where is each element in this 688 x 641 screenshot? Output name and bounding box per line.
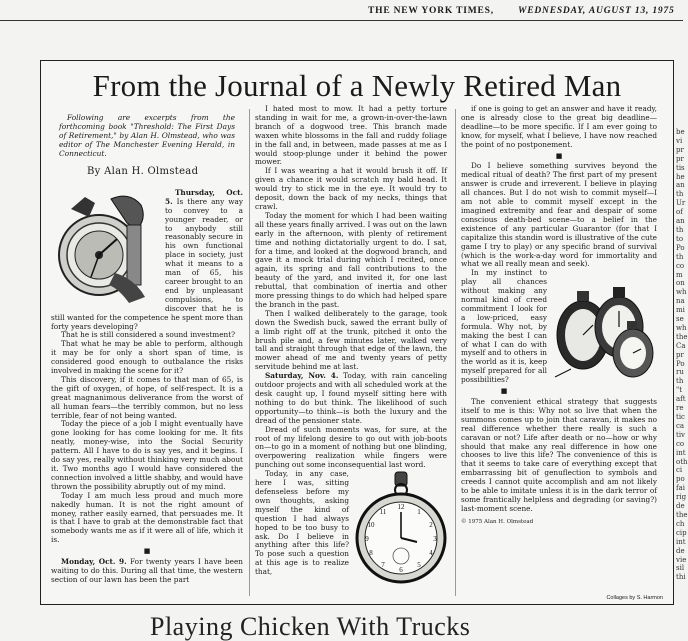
strip-fragment: rig: [676, 493, 687, 502]
column-2: [255, 105, 447, 588]
strip-fragment: ci: [676, 466, 683, 475]
strip-fragment: po: [676, 475, 685, 484]
headline: From the Journal of a Newly Retired Man: [92, 68, 622, 103]
strip-fragment: vie: [676, 555, 687, 564]
strip-fragment: th: [676, 190, 684, 199]
strip-fragment: de: [676, 546, 685, 555]
paragraph: Today the piece of a job I might eventually have gone looking for has come looking for me. It fits neatly, money-wise, into the Social Security pattern. All I have to do is say yes, and it begins. I do say yes, really without thinking very much about it. Two months ago I would have considered the connection involved a little shabby, and would have thrown the possibility abruptly out of my mind.: [51, 419, 243, 491]
entry-dateline: Thursday, Oct. 5.: [165, 187, 243, 206]
svg-text:7: 7: [381, 561, 385, 570]
strip-fragment: an: [676, 181, 685, 190]
section-divider: ■: [500, 387, 508, 396]
svg-text:5: 5: [417, 561, 421, 570]
strip-fragment: of: [676, 208, 683, 217]
paragraph: Today, with rain canceling outdoor projects and with all scheduled work at the desk caught up, I found myself sitting here with nothing to do but think. The likelihood of such opportunity—to think—is both the luxury and the dread of the pensioner state.: [255, 371, 448, 425]
strip-fragment: wh: [676, 323, 687, 332]
strip-fragment: pr: [676, 154, 684, 163]
svg-text:6: 6: [399, 566, 403, 575]
masthead-rule: [0, 20, 683, 21]
pocket-watch-illustration: [355, 472, 447, 586]
strip-fragment: ru: [676, 368, 684, 377]
byline: By Alan H. Olmstead: [87, 166, 199, 177]
next-article-headline: Playing Chicken With Trucks: [150, 612, 471, 641]
strip-fragment: "t: [676, 386, 683, 395]
strip-fragment: int: [676, 537, 686, 546]
paragraph: Dread of such moments was, for sure, at the root of my lifelong desire to go out with job-boots on—to go in a moment of nothing but one blinding, overpowering realization while fingers were punching out some inconsequential last word.: [255, 424, 447, 470]
column-1: [51, 105, 243, 585]
svg-text:9: 9: [365, 535, 369, 544]
svg-text:2: 2: [429, 521, 433, 530]
issue-date: WEDNESDAY, AUGUST 13, 1975: [518, 6, 675, 16]
paragraph: I hated most to mow. It had a petty torture standing in wait for me, a grown-in-over-the-lawn branch of a dogwood tree. This branch made waxen white blossoms in the fall and ruddy foliage in the fall and, in between, made passes at me as I would stoop-plunge under it behind the power mower.: [255, 104, 447, 167]
strip-fragment: ch: [676, 519, 685, 528]
newspaper-name: THE NEW YORK TIMES,: [368, 6, 494, 16]
paragraph: That what he may be able to perform, although it may be for only a short span of time, is considered good enough to outbalance the risks involved in making the scene for it?: [51, 339, 243, 376]
paragraph: Is there any way to convey to a younger reader, or to anybody still reasonably secure in his own functional place in society, just what it means to a man of 65, his career brought to an end by unpleasant compulsions, to discover that he is still wanted for the competence he spent more than forty years developing?: [51, 196, 243, 331]
strip-fragment: vi: [676, 136, 683, 145]
paragraph: That he is still considered a sound investment?: [61, 330, 236, 340]
strip-fragment: on: [676, 279, 685, 288]
strip-fragment: the: [676, 510, 688, 519]
strip-fragment: the: [676, 332, 688, 341]
strip-fragment: he: [676, 172, 685, 181]
strip-fragment: co: [676, 439, 685, 448]
paragraph: If I was wearing a hat it would brush it off. If given a chance it would scratch my bald head. It would try to stick me in the eye. It would try to deposit, down the back of my necks, things that crawl.: [255, 166, 447, 211]
section-divider: ■: [555, 151, 563, 160]
strip-fragment: pr: [676, 145, 684, 154]
strip-fragment: na: [676, 297, 685, 306]
strip-fragment: re: [676, 404, 684, 413]
strip-fragment: tic: [676, 413, 685, 421]
illustration-credit: Collages by S. Harmon: [606, 595, 663, 601]
strip-fragment: co: [676, 261, 685, 270]
strip-fragment: pr: [676, 350, 684, 359]
strip-fragment: Po: [676, 359, 685, 368]
strip-fragment: Po: [676, 243, 685, 252]
strip-fragment: to: [676, 234, 684, 243]
strip-fragment: aft: [676, 395, 686, 404]
strip-fragment: be: [676, 128, 685, 136]
strip-fragment: ca: [676, 421, 685, 430]
strip-fragment: de: [676, 502, 685, 511]
strip-fragment: th: [676, 225, 684, 234]
svg-text:1: 1: [417, 508, 421, 517]
svg-text:12: 12: [397, 503, 405, 512]
article-box: [40, 60, 674, 605]
watch-cluster-collage-illustration: [553, 269, 657, 387]
svg-text:3: 3: [433, 535, 437, 544]
section-divider: ■: [143, 547, 151, 556]
strip-fragment: th: [676, 252, 684, 261]
svg-text:8: 8: [369, 549, 373, 558]
strip-fragment: mi: [676, 306, 685, 315]
entry-dateline: Monday, Oct. 9.: [61, 557, 127, 567]
column-rule: [249, 109, 250, 596]
strip-fragment: tis: [676, 163, 685, 172]
intro-note: Following are excerpts from the forthcoming book "Threshold: The First Days of Retirement," by Alan H. Olmstead, who was editor of The Manchester Evening Herald, in Connecticut.: [59, 113, 235, 158]
paragraph: Today, in any case, here I was, sitting defenseless before my own thoughts, asking myself the kind of question I had always hoped to be too busy to ask. Do I believe in anything after this life? To pose such a question at this age is to realize that,: [255, 469, 349, 577]
strip-fragment: an: [676, 217, 685, 226]
strip-fragment: wh: [676, 288, 687, 297]
strip-fragment: fai: [676, 484, 686, 493]
paragraph: The convenient ethical strategy that suggests itself to me is this: Why not so live that when the summons comes up to join that caravan, it makes no real difference whether there really is such a caravan or not? Life after death or no—how or why should that make any real difference in how one chooses to live this life? The convenience of this is that it seems to take care of everything except that embarrassing bit of genuflection to symbols and creeds I cannot quite accomplish and am not likely to be able to imitate unless it is in the dark terror of some frantically helpless and degrading (or saving?) last-moment scene.: [461, 397, 657, 513]
strip-fragment: se: [676, 315, 684, 324]
paragraph: This discovery, if it comes to that man of 65, is the gift of oxygen, of hope, of self-respect. It is a great magnanimous deliverance from the worst of all human fears—the terribly common, but no less terrible, fear of not being wanted.: [51, 374, 243, 420]
paragraph: Today the moment for which I had been waiting all these years finally arrived. I was out on the lawn early in the afternoon, with plenty of retirement time and nothing dictatorially urgent to do. I sat, for a time, and looked at the dogwood branch, and gave it a mock trial during which I recited, once again, its spring and fall contributions to the beauty of the yard, and invited it, for one last rebuttal, that combination of inertia and other more pressing things to do which had helped spare the branch in the past.: [255, 210, 447, 309]
strip-fragment: tiv: [676, 430, 686, 439]
strip-fragment: Ur: [676, 199, 686, 208]
strip-fragment: Ca: [676, 341, 686, 350]
column-rule: [455, 109, 456, 596]
strip-fragment: m: [676, 270, 683, 279]
svg-text:11: 11: [379, 508, 387, 517]
adjacent-column-strip: [676, 128, 686, 582]
strip-fragment: oth: [676, 457, 688, 466]
strip-fragment: thi: [676, 573, 686, 582]
copyright: © 1975 Alan H. Olmstead: [461, 518, 534, 525]
strip-fragment: th: [676, 377, 684, 386]
paragraph: In my instinct to play all chances without making any normal kind of creed commitment I look for a low-priced, easy formula. Why not, by making the best I can of what I can do with myself and to others in the world as it is, keep myself prepared for all possibilities?: [461, 268, 547, 385]
column-3: [461, 105, 657, 527]
entry-dateline: Saturday, Nov. 4.: [265, 371, 339, 381]
masthead: [0, 2, 683, 20]
svg-text:4: 4: [429, 549, 433, 558]
strip-fragment: sil: [676, 564, 685, 573]
svg-text:10: 10: [367, 521, 375, 530]
strip-fragment: cip: [676, 528, 687, 537]
paragraph: if one is going to get an answer and have it ready, one is already close to the great big deadline—deadline—to be more specific. If I am ever going to know, for myself, what I believe, I have now reached the point of no postponement.: [461, 104, 657, 149]
paragraph: Today I am much less proud and much more nakedly human. It is not the right amount of money, rather easily earned, that persuades me. It is that I have to grab at the demonstrable fact that somebody wants me as if it were all of life, which it is.: [51, 490, 243, 545]
strip-fragment: int: [676, 448, 686, 457]
paragraph: For twenty years I have been waiting to do this. During all that time, the western section of our lawn has been the part: [51, 557, 243, 584]
paragraph: Do I believe something survives beyond the medical ritual of death? The first part of my present answer is crude and irreverent. I believe in playing all chances. But I do not wish to commit myself—I am not able to commit myself except in the imagined extremity and fear and despair of some conscious death-bed scene—to a belief in the existence of any particular Guarantor (for that I capitalize this standin word is illustrative of the cute game I try to play) or any specific brand of survival (which is the work-a-day word for immortality and what we all really mean and seek).: [461, 161, 657, 269]
paragraph: Then I walked deliberately to the garage, took down the Swedish buck, sawed the errant bully of a limb right off at the trunk, pitched it onto the brush pile and, a few minutes later, walked very tall and straight through that edge of the lawn, the mower ahead of me and twenty years of petty servitude behind me at last.: [255, 308, 447, 372]
gramophone-clock-collage-illustration: [51, 189, 159, 307]
